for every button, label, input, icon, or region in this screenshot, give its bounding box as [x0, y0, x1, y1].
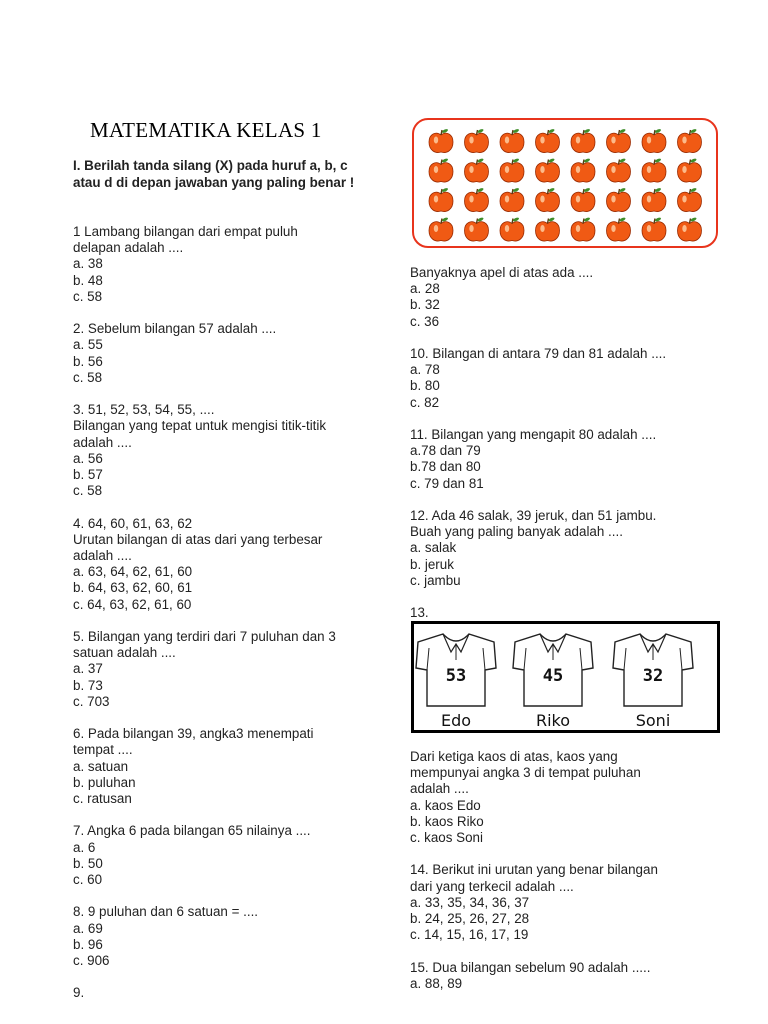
question-text: adalah ....: [73, 548, 132, 564]
answer-option[interactable]: c. 58: [73, 288, 103, 304]
apple-icon: [536, 128, 560, 152]
answer-option[interactable]: b. puluhan: [73, 774, 136, 790]
apple-icon: [571, 187, 595, 211]
question-text: 8. 9 puluhan dan 6 satuan = ....: [73, 904, 259, 920]
answer-option[interactable]: c. 703: [73, 693, 110, 709]
apple-icon: [429, 187, 453, 211]
question-text: 7. Angka 6 pada bilangan 65 nilainya ....: [73, 823, 311, 839]
answer-option[interactable]: b.78 dan 80: [410, 459, 481, 475]
question-text: 5. Bilangan yang terdiri dari 7 puluhan dan 3: [73, 629, 336, 645]
question-text: satuan adalah ....: [73, 645, 176, 661]
answer-option[interactable]: a.78 dan 79: [410, 443, 481, 459]
answer-option[interactable]: a. 38: [73, 256, 103, 272]
question-text: Urutan bilangan di atas dari yang terbesar: [73, 531, 323, 547]
question-block: [410, 265, 730, 330]
answer-option[interactable]: b. 32: [410, 297, 440, 313]
answer-option[interactable]: a. 28: [410, 281, 440, 297]
apple-icon: [536, 187, 560, 211]
question-text: adalah ....: [410, 781, 469, 797]
question-text: 10. Bilangan di antara 79 dan 81 adalah ....: [410, 346, 667, 361]
apple-icon: [500, 128, 524, 152]
answer-option[interactable]: c. kaos Soni: [410, 830, 483, 846]
question-13-label: 13.: [410, 605, 429, 620]
question-text: 9.: [73, 985, 85, 1001]
answer-option[interactable]: a. 33, 35, 34, 36, 37: [410, 894, 530, 910]
apple-icon: [536, 158, 560, 182]
question-text: 11. Bilangan yang mengapit 80 adalah ....: [410, 427, 657, 442]
apple-icon: [642, 187, 666, 211]
apple-icon: [536, 217, 560, 241]
apple-icon: [607, 187, 631, 211]
instruction-text: I. Berilah tanda silang (X) pada huruf a, b, c atau d di depan jawaban yang paling benar !: [73, 158, 355, 190]
apple-icon: [678, 217, 702, 241]
answer-option[interactable]: c. 58: [73, 369, 103, 385]
answer-option[interactable]: a. 56: [73, 450, 103, 466]
answer-option[interactable]: b. jeruk: [410, 556, 454, 572]
question-block: [73, 904, 373, 969]
question-text: 4. 64, 60, 61, 63, 62: [73, 515, 193, 531]
answer-option[interactable]: b. 96: [73, 936, 103, 952]
question-text: tempat ....: [73, 742, 133, 758]
apple-icon: [607, 217, 631, 241]
question-text: mempunyai angka 3 di tempat puluhan: [410, 765, 641, 781]
shirt-number: 53: [445, 666, 467, 686]
shirt-owner-name: Edo: [440, 711, 472, 730]
answer-option[interactable]: a. 6: [73, 839, 96, 855]
answer-option[interactable]: a. satuan: [73, 758, 129, 774]
answer-option[interactable]: b. 56: [73, 353, 103, 369]
question-text: Bilangan yang tepat untuk mengisi titik-titik: [73, 418, 327, 434]
answer-option[interactable]: c. 60: [73, 872, 103, 888]
apple-icon: [465, 187, 489, 211]
question-text: adalah ....: [73, 434, 132, 450]
apple-icon: [465, 217, 489, 241]
apple-icon: [678, 187, 702, 211]
answer-option[interactable]: b. 64, 63, 62, 60, 61: [73, 580, 193, 596]
answer-option[interactable]: b. 80: [410, 378, 440, 394]
shirt-number: 32: [642, 666, 664, 686]
question-text: 6. Pada bilangan 39, angka3 menempati: [73, 726, 314, 742]
apple-icon: [571, 128, 595, 152]
apple-icon: [571, 158, 595, 182]
answer-option[interactable]: a. 37: [73, 661, 103, 677]
answer-option[interactable]: c. 79 dan 81: [410, 475, 484, 491]
question-text: Dari ketiga kaos di atas, kaos yang: [410, 749, 618, 764]
apple-icon: [500, 158, 524, 182]
answer-option[interactable]: c. 906: [73, 953, 110, 969]
answer-option[interactable]: a. kaos Edo: [410, 797, 481, 813]
question-block: [73, 224, 373, 305]
answer-option[interactable]: a. 69: [73, 920, 103, 936]
answer-option[interactable]: b. 24, 25, 26, 27, 28: [410, 911, 530, 927]
right-question-column-top: [410, 265, 730, 605]
question-block: [73, 629, 373, 710]
question-block: [73, 321, 373, 386]
apple-icon: [607, 158, 631, 182]
apple-icon: [500, 187, 524, 211]
shirt-number: 45: [542, 666, 564, 686]
question-block: [73, 823, 373, 888]
question-text: 2. Sebelum bilangan 57 adalah ....: [73, 321, 277, 337]
answer-option[interactable]: a. salak: [410, 540, 457, 556]
question-text: 15. Dua bilangan sebelum 90 adalah .....: [410, 959, 651, 975]
answer-option[interactable]: c. 82: [410, 394, 440, 410]
right-question-column-bottom: [410, 749, 730, 1008]
apple-icon: [571, 217, 595, 241]
apple-icon: [678, 128, 702, 152]
answer-option[interactable]: b. 73: [73, 677, 103, 693]
question-text: dari yang terkecil adalah ....: [410, 878, 574, 894]
apple-icon: [465, 128, 489, 152]
question-block: [410, 508, 730, 589]
apple-icon: [642, 217, 666, 241]
answer-option[interactable]: a. 78: [410, 362, 440, 378]
apple-icon: [500, 217, 524, 241]
apple-icon: [678, 158, 702, 182]
answer-option[interactable]: b. kaos Riko: [410, 813, 484, 829]
answer-option[interactable]: b. 57: [73, 467, 103, 483]
question-block: [410, 346, 730, 411]
question-text: 3. 51, 52, 53, 54, 55, ....: [73, 402, 215, 418]
question-text: Buah yang paling banyak adalah ....: [410, 524, 623, 540]
apple-icon: [465, 158, 489, 182]
question-text: 14. Berikut ini urutan yang benar bilangan: [410, 862, 658, 878]
answer-option[interactable]: a. 63, 64, 62, 61, 60: [73, 564, 193, 580]
apple-icon: [642, 128, 666, 152]
question-text: Banyaknya apel di atas ada ....: [410, 265, 594, 280]
question-block: [410, 960, 730, 992]
apple-icon: [429, 217, 453, 241]
question-text: 1 Lambang bilangan dari empat puluh: [73, 224, 298, 239]
answer-option[interactable]: b. 48: [73, 272, 103, 288]
answer-option[interactable]: a. 88, 89: [410, 975, 463, 991]
question-block: [410, 427, 730, 492]
left-question-column: [73, 224, 373, 1018]
answer-option[interactable]: c. 14, 15, 16, 17, 19: [410, 927, 529, 943]
shirt-owner-name: Riko: [535, 711, 571, 730]
shirts-picture: [411, 621, 720, 733]
apple-icon: [642, 158, 666, 182]
apple-icon: [429, 158, 453, 182]
answer-option[interactable]: c. 58: [73, 483, 103, 499]
question-block: [410, 749, 730, 846]
answer-option[interactable]: c. jambu: [410, 572, 461, 588]
question-block: [73, 402, 373, 499]
answer-option[interactable]: c. ratusan: [73, 791, 132, 807]
page-title: MATEMATIKA KELAS 1: [90, 118, 322, 142]
question-block: [73, 985, 373, 1001]
answer-option[interactable]: c. 64, 63, 62, 61, 60: [73, 596, 192, 612]
question-block: [73, 516, 373, 613]
question-block: [73, 726, 373, 807]
apple-icon: [429, 128, 453, 152]
answer-option[interactable]: b. 50: [73, 855, 103, 871]
answer-option[interactable]: a. 55: [73, 337, 103, 353]
apple-grid: [414, 120, 720, 250]
apple-picture: [412, 118, 718, 248]
question-block: [410, 862, 730, 943]
question-text: 12. Ada 46 salak, 39 jeruk, dan 51 jambu.: [410, 508, 657, 523]
answer-option[interactable]: c. 36: [410, 313, 440, 329]
shirts-drawing: [414, 624, 717, 730]
shirt-owner-name: Soni: [635, 711, 671, 730]
question-text: delapan adalah ....: [73, 240, 184, 256]
apple-icon: [607, 128, 631, 152]
